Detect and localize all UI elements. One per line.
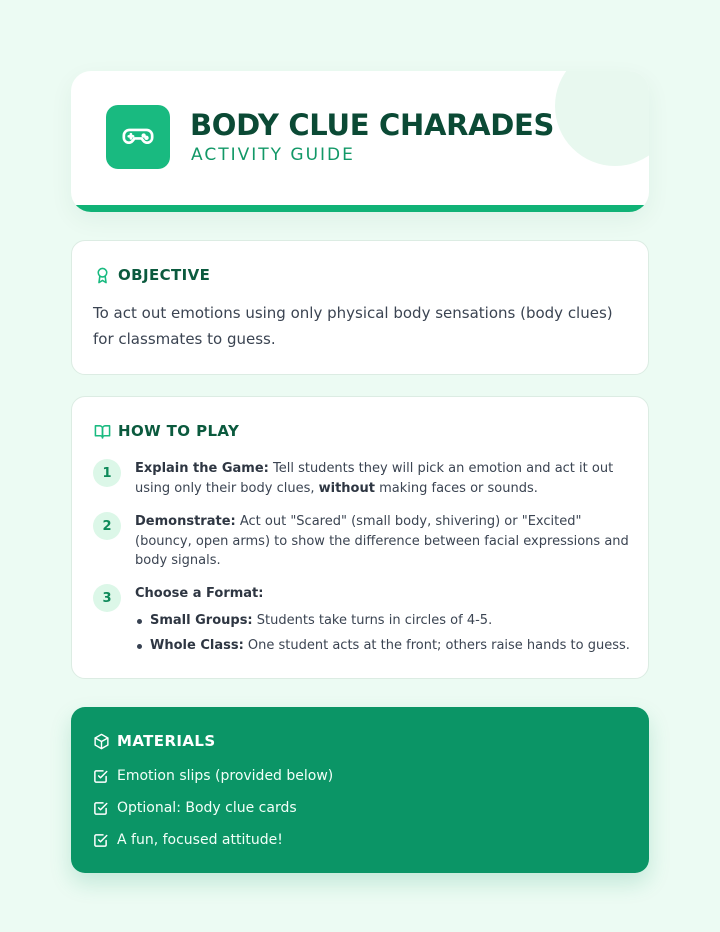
gamepad-icon bbox=[106, 105, 170, 169]
materials-item-label: Optional: Body clue cards bbox=[117, 800, 297, 816]
materials-heading-label: MATERIALS bbox=[117, 732, 216, 750]
checkbox-checked-icon bbox=[93, 801, 108, 816]
step-body-end: making faces or sounds. bbox=[374, 480, 538, 496]
step-number: 2 bbox=[93, 512, 121, 540]
step-number: 3 bbox=[93, 584, 121, 612]
list-item bbox=[150, 637, 630, 662]
objective-text: To act out emotions using only physical body sensations (body clues) for classmates to guess. bbox=[93, 304, 613, 348]
materials-item bbox=[93, 767, 333, 785]
book-open-icon bbox=[94, 423, 111, 440]
checkbox-checked-icon bbox=[93, 833, 108, 848]
objective-heading bbox=[94, 265, 210, 285]
checkbox-checked-icon bbox=[93, 769, 108, 784]
list-item bbox=[150, 612, 630, 637]
materials-heading bbox=[93, 731, 216, 751]
objective-card bbox=[71, 240, 649, 375]
header-accent-bar bbox=[71, 205, 649, 212]
how-to-play-heading bbox=[94, 421, 239, 441]
award-icon bbox=[94, 267, 111, 284]
decorative-circle bbox=[555, 71, 649, 166]
step-title: Explain the Game: bbox=[135, 461, 269, 476]
materials-item-label: A fun, focused attitude! bbox=[117, 832, 283, 848]
objective-heading-label: OBJECTIVE bbox=[118, 266, 211, 284]
step-emphasis: without bbox=[318, 480, 375, 496]
materials-item bbox=[93, 799, 297, 817]
how-to-play-heading-label: HOW TO PLAY bbox=[118, 422, 240, 440]
materials-item bbox=[93, 831, 283, 849]
option-text: One student acts at the front; others raise hands to guess. bbox=[243, 638, 630, 653]
option-text: Students take turns in circles of 4-5. bbox=[252, 613, 493, 628]
step-text bbox=[135, 512, 633, 571]
header-card bbox=[71, 71, 649, 212]
step-body: Act out "Scared" (small body, shivering) or "Excited" (bouncy, open arms) to show the difference between facial expressions and body signals. bbox=[135, 514, 629, 568]
box-icon bbox=[93, 733, 110, 750]
option-label: Small Groups: bbox=[150, 613, 253, 628]
step-title: Demonstrate: bbox=[135, 514, 236, 529]
page-subtitle: ACTIVITY GUIDE bbox=[191, 145, 355, 165]
step-body: Tell students they will pick an emotion and act it out using only their body clues, bbox=[135, 461, 614, 496]
page-title: BODY CLUE CHARADES bbox=[190, 108, 555, 142]
step-title: Choose a Format: bbox=[135, 586, 264, 601]
option-label: Whole Class: bbox=[150, 638, 244, 653]
how-to-play-card bbox=[71, 396, 649, 679]
step-text bbox=[135, 459, 633, 498]
step-number: 1 bbox=[93, 459, 121, 487]
materials-item-label: Emotion slips (provided below) bbox=[117, 768, 334, 784]
materials-card bbox=[71, 707, 649, 873]
format-options-list bbox=[150, 612, 630, 662]
step-text bbox=[135, 584, 633, 604]
